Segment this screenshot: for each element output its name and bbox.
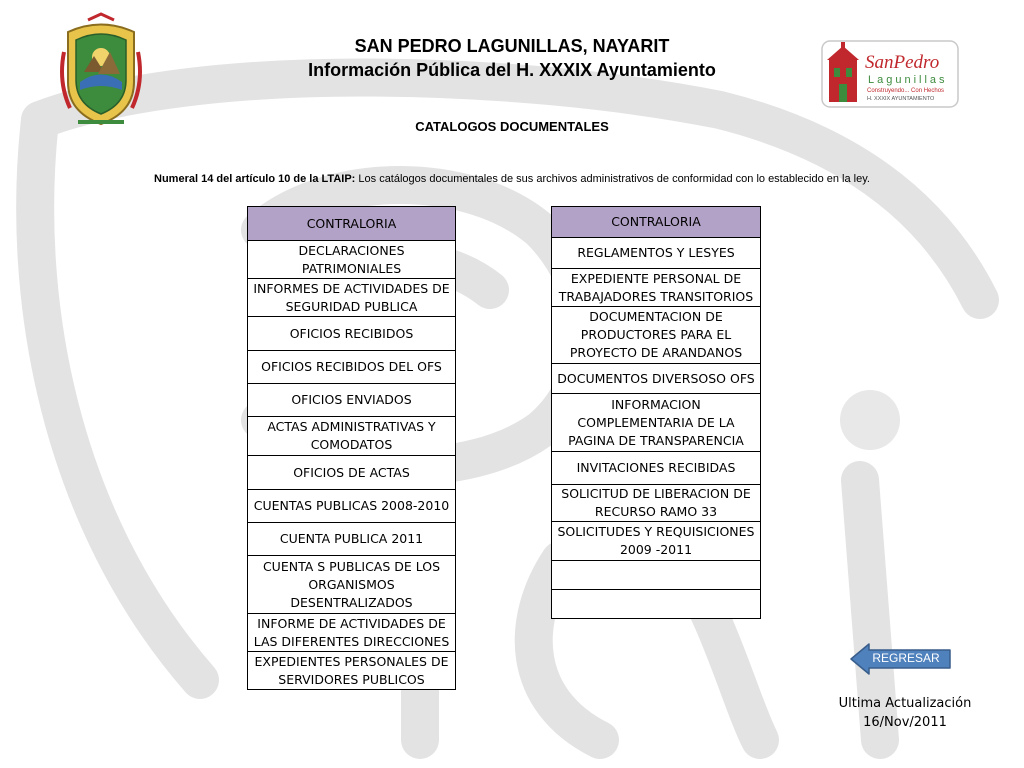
table-row: OFICIOS ENVIADOS xyxy=(248,384,456,417)
legal-text: Los catálogos documentales de sus archivos administrativos de conformidad con lo establecido en la ley. xyxy=(355,173,870,185)
table-row: OFICIOS DE ACTAS xyxy=(248,456,456,490)
last-update xyxy=(830,694,980,732)
table-row-empty xyxy=(552,561,761,590)
table-row: DECLARACIONES PATRIMONIALES xyxy=(248,241,456,279)
table-row: EXPEDIENTE PERSONAL DE TRABAJADORES TRANSITORIOS xyxy=(552,269,761,307)
table-row: INFORME DE ACTIVIDADES DE LAS DIFERENTES DIRECCIONES xyxy=(248,614,456,652)
table-row: OFICIOS RECIBIDOS DEL OFS xyxy=(248,351,456,384)
page-subtitle-line: Información Pública del H. XXXIX Ayuntamiento xyxy=(308,60,716,80)
table-row: CUENTA S PUBLICAS DE LOS ORGANISMOS DESENTRALIZADOS xyxy=(248,556,456,614)
municipal-coat-of-arms-logo xyxy=(58,12,144,132)
legal-description xyxy=(60,173,964,185)
table-header: CONTRALORIA xyxy=(552,207,761,238)
table-row: INVITACIONES RECIBIDAS xyxy=(552,452,761,485)
table-row: ACTAS ADMINISTRATIVAS Y COMODATOS xyxy=(248,417,456,456)
back-button[interactable] xyxy=(849,642,952,676)
catalog-table-left xyxy=(247,206,456,690)
logo-slogan: Construyendo... Con Hechos xyxy=(867,88,945,94)
table-row: INFORMACION COMPLEMENTARIA DE LA PAGINA DE TRANSPARENCIA xyxy=(552,394,761,452)
table-row: SOLICITUDES Y REQUISICIONES 2009 -2011 xyxy=(552,522,761,561)
back-button-label: REGRESAR xyxy=(872,651,940,665)
logo-name-line2: Lagunillas xyxy=(868,74,948,86)
logo-name-line1: SanPedro xyxy=(865,52,940,73)
section-title: CATALOGOS DOCUMENTALES xyxy=(415,119,609,134)
table-row: CUENTAS PUBLICAS 2008-2010 xyxy=(248,490,456,523)
table-row-empty xyxy=(552,590,761,619)
table-row: DOCUMENTACION DE PRODUCTORES PARA EL PROYECTO DE ARANDANOS xyxy=(552,307,761,364)
table-row: INFORMES DE ACTIVIDADES DE SEGURIDAD PUBLICA xyxy=(248,279,456,317)
logo-admin: H. XXXIX AYUNTAMIENTO xyxy=(867,96,935,102)
legal-reference: Numeral 14 del artículo 10 de la LTAIP: xyxy=(154,173,356,185)
table-row: SOLICITUD DE LIBERACION DE RECURSO RAMO 33 xyxy=(552,485,761,522)
table-row: DOCUMENTOS DIVERSOSO OFS xyxy=(552,364,761,394)
last-update-date: 16/Nov/2011 xyxy=(863,715,947,730)
last-update-label: Ultima Actualización xyxy=(838,696,972,711)
page-title: SAN PEDRO LAGUNILLAS, NAYARIT xyxy=(354,36,670,56)
table-row: EXPEDIENTES PERSONALES DE SERVIDORES PUBLICOS xyxy=(248,652,456,690)
catalog-table-right xyxy=(551,206,761,619)
table-row: REGLAMENTOS Y LESYES xyxy=(552,238,761,269)
san-pedro-lagunillas-logo xyxy=(821,40,959,108)
table-header: CONTRALORIA xyxy=(248,207,456,241)
table-row: CUENTA PUBLICA 2011 xyxy=(248,523,456,556)
table-row: OFICIOS RECIBIDOS xyxy=(248,317,456,351)
